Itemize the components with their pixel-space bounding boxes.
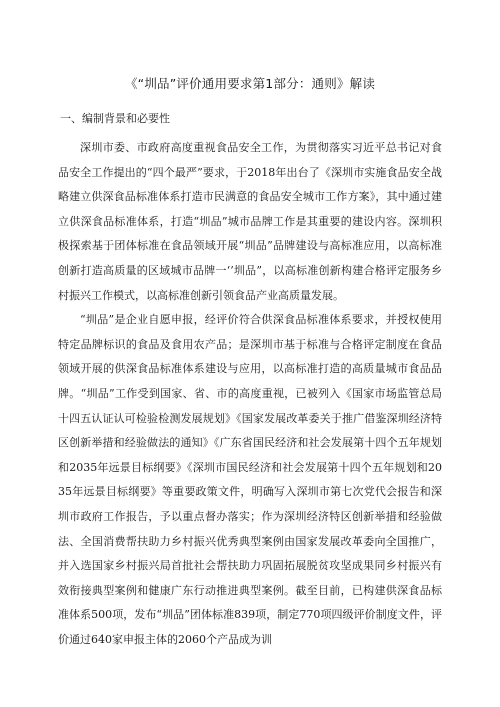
- paragraph-1: 深圳市委、市政府高度重视食品安全工作，为贯彻落实习近平总书记对食品安全工作提出的“四个最严”要求，于2018年出台了《深圳市实施食品安全战略建立供深食品标准体系打造市民满意的食品安全城市工作方案》，其中通过建立供深食品标准体系，打造“圳品”城市品牌工作是其重要的建设内容。深圳积极探索基于团体标准在食品领域开展“圳品”品牌建设与高标准应用，以高标准创新打造高质量的区域城市品牌一‘’圳品”，以高标准创新构建合格评定服务乡村振兴工作模式，以高标准创新引领食品产业高质量发展。: [58, 141, 442, 302]
- section-heading: 一、编制背景和必要性: [60, 112, 170, 125]
- paragraph-2: “圳品”是企业自愿申报，经评价符合供深食品标准体系要求，并授权使用特定品牌标识的食品及食用农产品；是深圳市基于标准与合格评定制度在食品领域开展的供深食品标准体系建设与应用，以高标准打造的高质量城市食品品牌。“圳品”工作受到国家、省、市的高度重视，已被列入《国家市场监管总局十四五认证认可检验检测发展规划》《国家发展改革委关于推广借鉴深圳经济特区创新举措和经验做法的通知》《广东省国民经济和社会发展第十四个五年规划和2035年远景目标纲要》《深圳市国民经济和社会发展第十四个五年规划和2035年远景目标纲要》等重要政策文件，明确写入深圳市第七次党代会报告和深圳市政府工作报告，予以重点督办落实；作为深圳经济特区创新举措和经验做法、全国消费帮扶助力乡村振兴优秀典型案例由国家发展改革委向全国推广，并入选国家乡村振兴局首批社会帮扶助力巩固拓展脱贫攻坚成果同乡村振兴有效衔接典型案例和健康广东行动推进典型案例。截至目前，已构建供深食品标准体系500项，发布“圳品”团体标准839项，制定770项四级评价制度文件，评价通过640家申报主体的2060个产品成为训: [58, 313, 442, 646]
- document-title: 《“圳品”评价通用要求第1部分：通则》解读: [124, 76, 376, 91]
